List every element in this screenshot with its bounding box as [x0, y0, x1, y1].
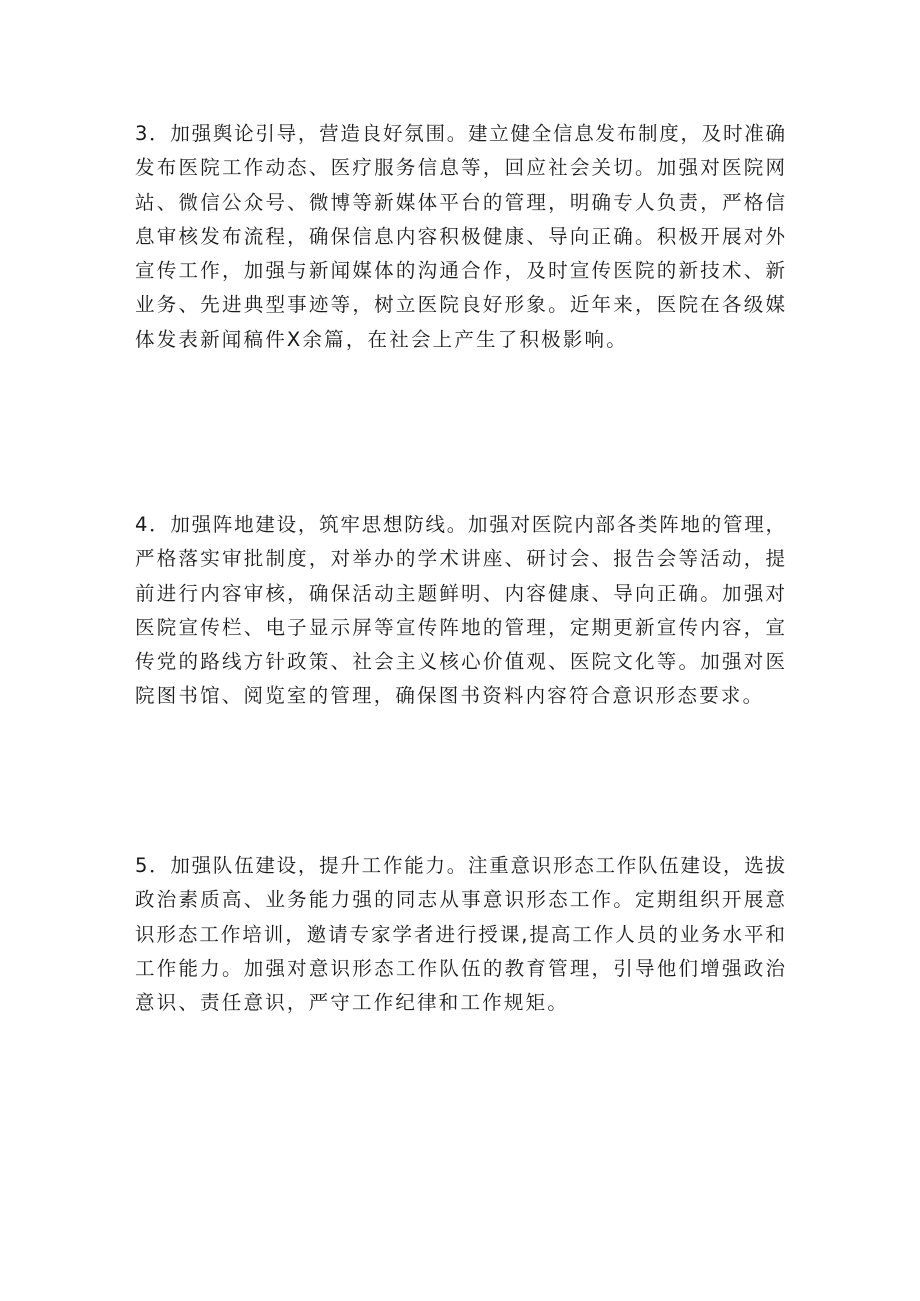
text-line: 严格落实审批制度，对举办的学术讲座、研讨会、报告会等活动，提: [135, 547, 785, 571]
text-line: 医院宣传栏、电子显示屏等宣传阵地的管理，定期更新宣传内容，宣: [135, 615, 785, 639]
text-line: 传党的路线方针政策、社会主义核心价值观、医院文化等。加强对医: [135, 650, 785, 674]
text-line: 发布医院工作动态、医疗服务信息等，回应社会关切。加强对医院网: [135, 156, 785, 180]
text-line: 政治素质高、业务能力强的同志从事意识形态工作。定期组织开展意: [135, 888, 785, 912]
text-line: 3．加强舆论引导，营造良好氛围。建立健全信息发布制度，及时准确: [135, 122, 785, 145]
text-line: 前进行内容审核，确保活动主题鲜明、内容健康、导向正确。加强对: [135, 581, 785, 605]
text-line: 息审核发布流程，确保信息内容积极健康、导向正确。积极开展对外: [135, 224, 785, 248]
paragraph-5: [135, 849, 785, 1020]
text-line: 4．加强阵地建设，筑牢思想防线。加强对医院内部各类阵地的管理，: [135, 513, 785, 536]
text-line: 院图书馆、阅览室的管理，确保图书资料内容符合意识形态要求。: [135, 684, 765, 708]
text-line: 业务、先进典型事迹等，树立医院良好形象。近年来，医院在各级媒: [135, 293, 785, 317]
paragraph-3: [135, 117, 785, 357]
text-line: 意识、责任意识，严守工作纪律和工作规矩。: [135, 991, 570, 1015]
text-line: 5．加强队伍建设，提升工作能力。注重意识形态工作队伍建设，选拔: [135, 854, 785, 877]
text-line: 站、微信公众号、微博等新媒体平台的管理，明确专人负责，严格信: [135, 190, 785, 214]
text-line: 宣传工作，加强与新闻媒体的沟通合作，及时宣传医院的新技术、新: [135, 259, 785, 283]
text-line: 工作能力。加强对意识形态工作队伍的教育管理，引导他们增强政治: [135, 956, 785, 980]
paragraph-4: [135, 508, 785, 714]
text-line: 识形态工作培训，邀请专家学者进行授课,提高工作人员的业务水平和: [135, 922, 785, 946]
text-line: 体发表新闻稿件X余篇，在社会上产生了积极影响。: [135, 327, 628, 351]
